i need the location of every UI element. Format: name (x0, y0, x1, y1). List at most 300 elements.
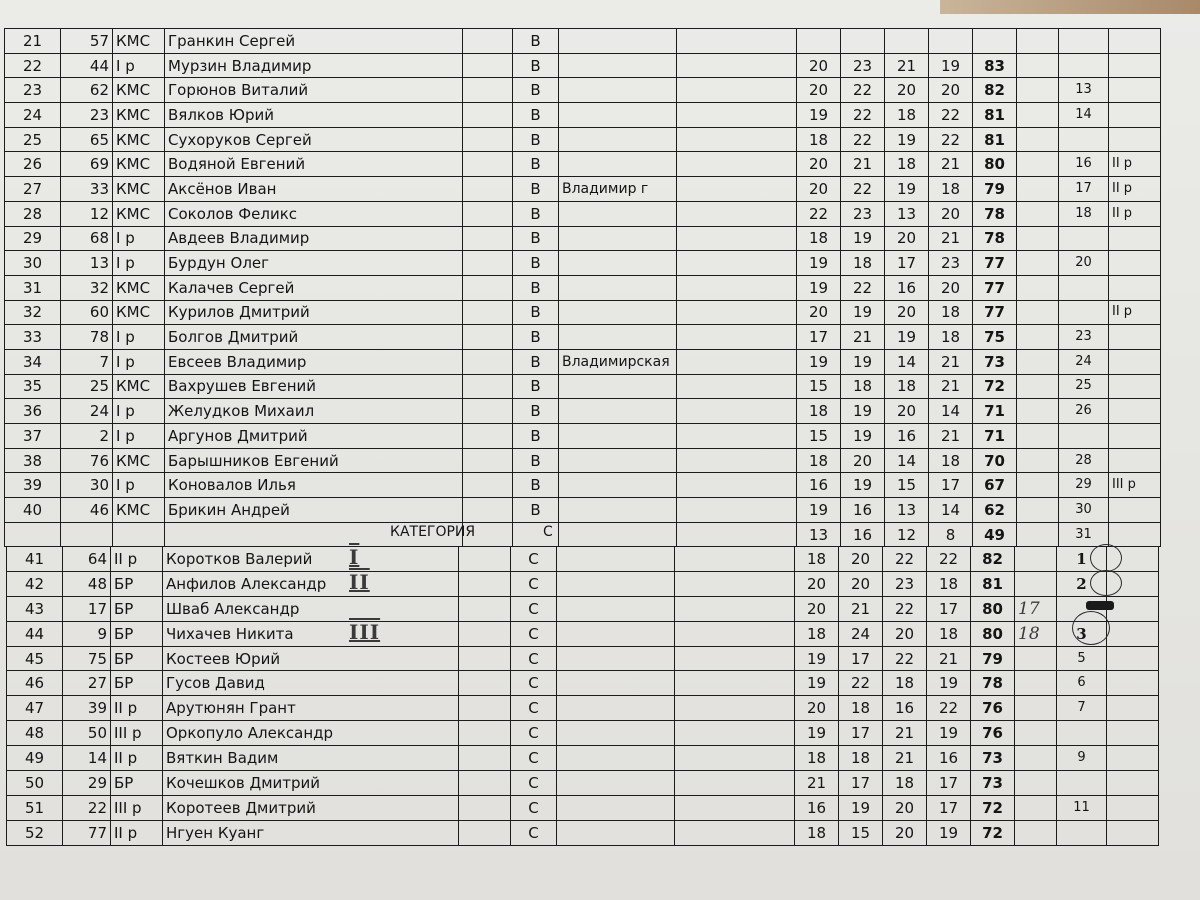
series-score: 14 (885, 349, 929, 374)
place-cell: 11 (1057, 795, 1107, 820)
sport-rank: III р (111, 721, 163, 746)
sport-rank: БР (111, 646, 163, 671)
sport-rank: II р (111, 696, 163, 721)
total-score (973, 29, 1017, 54)
row-number: 46 (7, 671, 63, 696)
bib-number: 39 (63, 696, 111, 721)
series-score (929, 29, 973, 54)
row-number: 37 (5, 424, 61, 449)
athlete-name: Коротеев Дмитрий (166, 798, 316, 817)
empty-cell (1017, 448, 1059, 473)
category-cell: С (511, 547, 557, 572)
series-score: 20 (929, 78, 973, 103)
series-score: 13 (885, 498, 929, 523)
empty-cell (1017, 29, 1059, 54)
empty-cell (675, 746, 795, 771)
athlete-name-cell (163, 646, 459, 671)
series-score: 20 (885, 226, 929, 251)
series-score: 19 (839, 795, 883, 820)
empty-cell (557, 696, 675, 721)
region-cell (559, 152, 677, 177)
place-cell (1057, 771, 1107, 796)
place-cell: 13 (1059, 78, 1109, 103)
region-cell: Владимирская (559, 349, 677, 374)
category-cell: В (513, 473, 559, 498)
series-score: 20 (883, 795, 927, 820)
shootoff-cell (1015, 795, 1057, 820)
row-number: 22 (5, 53, 61, 78)
shootoff-cell (1015, 571, 1057, 596)
empty-cell (677, 349, 797, 374)
empty-cell (675, 571, 795, 596)
place-cell: 30 (1059, 498, 1109, 523)
empty-cell (459, 746, 511, 771)
series-score: 13 (885, 201, 929, 226)
row-number: 28 (5, 201, 61, 226)
series-score: 18 (929, 448, 973, 473)
series-score: 16 (841, 522, 885, 547)
row-number: 40 (5, 498, 61, 523)
sport-rank: I р (113, 424, 165, 449)
series-score: 19 (841, 473, 885, 498)
place-cell (1057, 721, 1107, 746)
place-cell (1059, 275, 1109, 300)
place-cell: 3 (1057, 621, 1107, 646)
table-row (5, 152, 1161, 177)
series-score: 16 (883, 696, 927, 721)
series-score: 18 (841, 374, 885, 399)
row-number: 42 (7, 571, 63, 596)
table-row (7, 646, 1159, 671)
table-row (5, 226, 1161, 251)
grade-cell (1109, 399, 1161, 424)
series-score: 20 (885, 399, 929, 424)
category-cell: С (511, 820, 557, 845)
total-score: 82 (973, 78, 1017, 103)
empty-cell (1017, 349, 1059, 374)
empty-cell (459, 671, 511, 696)
series-score: 20 (883, 820, 927, 845)
region-cell (559, 325, 677, 350)
empty-cell (1107, 746, 1159, 771)
row-number: 41 (7, 547, 63, 572)
empty-cell (677, 201, 797, 226)
place-cell (1059, 29, 1109, 54)
empty-cell (677, 251, 797, 276)
grade-cell (1109, 349, 1161, 374)
table-row (5, 349, 1161, 374)
row-number: 47 (7, 696, 63, 721)
sport-rank: I р (113, 473, 165, 498)
category-label: КАТЕГОРИЯ (390, 524, 476, 540)
series-score: 23 (841, 201, 885, 226)
empty-cell (677, 448, 797, 473)
empty-cell (557, 820, 675, 845)
empty-cell (677, 424, 797, 449)
empty-cell (1017, 399, 1059, 424)
sport-rank: КМС (113, 275, 165, 300)
total-score: 71 (973, 399, 1017, 424)
empty-cell (459, 771, 511, 796)
empty-cell (677, 374, 797, 399)
row-number: 26 (5, 152, 61, 177)
series-score: 8 (929, 522, 973, 547)
empty-cell (557, 596, 675, 621)
results-table-category-b (4, 28, 1161, 547)
series-score: 23 (841, 53, 885, 78)
bib-number: 64 (63, 547, 111, 572)
sport-rank: III р (111, 795, 163, 820)
category-cell: В (513, 448, 559, 473)
athlete-name-cell (163, 671, 459, 696)
series-score: 19 (841, 349, 885, 374)
series-score: 20 (929, 275, 973, 300)
category-cell: В (513, 300, 559, 325)
bib-number: 13 (61, 251, 113, 276)
empty-cell (1107, 646, 1159, 671)
table-row (7, 795, 1159, 820)
category-cell: С (511, 771, 557, 796)
table-row (5, 424, 1161, 449)
sport-rank: БР (111, 571, 163, 596)
shootoff-cell (1015, 771, 1057, 796)
empty-cell (463, 424, 513, 449)
row-number: 52 (7, 820, 63, 845)
total-score: 71 (973, 424, 1017, 449)
athlete-name: Калачев Сергей (165, 275, 463, 300)
row-number: 38 (5, 448, 61, 473)
grade-cell (1109, 325, 1161, 350)
total-score: 78 (973, 226, 1017, 251)
table-row (5, 399, 1161, 424)
empty-cell (463, 300, 513, 325)
place-cell: 20 (1059, 251, 1109, 276)
athlete-name: Сухоруков Сергей (165, 127, 463, 152)
total-score: 67 (973, 473, 1017, 498)
place-cell: 26 (1059, 399, 1109, 424)
athlete-name: Болгов Дмитрий (165, 325, 463, 350)
row-number: 39 (5, 473, 61, 498)
empty-cell (677, 325, 797, 350)
row-number: 48 (7, 721, 63, 746)
total-score: 70 (973, 448, 1017, 473)
total-score: 82 (971, 547, 1015, 572)
bib-number: 78 (61, 325, 113, 350)
empty-cell (677, 226, 797, 251)
total-score: 83 (973, 53, 1017, 78)
series-score (797, 29, 841, 54)
series-score: 22 (841, 103, 885, 128)
series-score: 18 (797, 399, 841, 424)
athlete-name-cell (163, 547, 459, 572)
place-cell: 18 (1059, 201, 1109, 226)
hand-drawn-circle (1090, 544, 1122, 572)
category-cell: С (511, 746, 557, 771)
series-score (885, 29, 929, 54)
bib-number: 33 (61, 177, 113, 202)
series-score: 20 (883, 621, 927, 646)
grade-cell: III р (1109, 473, 1161, 498)
empty-cell (557, 746, 675, 771)
bib-number: 12 (61, 201, 113, 226)
athlete-name-cell (163, 795, 459, 820)
athlete-name: Вялков Юрий (165, 103, 463, 128)
category-cell: В (513, 226, 559, 251)
table-row (7, 696, 1159, 721)
empty-cell (1017, 78, 1059, 103)
series-score: 21 (841, 152, 885, 177)
total-score: 81 (971, 571, 1015, 596)
empty-cell (459, 696, 511, 721)
series-score: 20 (841, 448, 885, 473)
region-cell (559, 399, 677, 424)
bib-number: 76 (61, 448, 113, 473)
series-score: 22 (841, 78, 885, 103)
sport-rank: КМС (113, 103, 165, 128)
series-score: 22 (929, 127, 973, 152)
empty-cell (677, 399, 797, 424)
series-score: 18 (929, 300, 973, 325)
bib-number: 75 (63, 646, 111, 671)
row-number: 49 (7, 746, 63, 771)
place-cell: 25 (1059, 374, 1109, 399)
series-score: 19 (885, 325, 929, 350)
athlete-name: Коновалов Илья (165, 473, 463, 498)
series-score: 19 (841, 226, 885, 251)
grade-cell (1109, 424, 1161, 449)
bib-number: 27 (63, 671, 111, 696)
bib-number: 2 (61, 424, 113, 449)
place-cell (1059, 127, 1109, 152)
place-cell: 28 (1059, 448, 1109, 473)
row-number: 25 (5, 127, 61, 152)
athlete-name-cell (163, 621, 459, 646)
category-cell: С (511, 795, 557, 820)
series-score: 18 (885, 374, 929, 399)
region-cell (559, 300, 677, 325)
region-cell: Владимир г (559, 177, 677, 202)
series-score: 17 (839, 646, 883, 671)
empty-cell (463, 498, 513, 523)
region-cell (559, 226, 677, 251)
series-score: 21 (885, 53, 929, 78)
athlete-name: Шваб Александр (166, 599, 300, 618)
category-cell: С (511, 721, 557, 746)
table-row (7, 596, 1159, 621)
series-score: 20 (885, 78, 929, 103)
empty-cell (1107, 795, 1159, 820)
empty-cell (675, 820, 795, 845)
bib-number: 24 (61, 399, 113, 424)
shootoff-cell (1015, 696, 1057, 721)
series-score: 19 (797, 275, 841, 300)
empty-cell (557, 646, 675, 671)
empty-cell (677, 473, 797, 498)
series-score: 17 (927, 771, 971, 796)
empty-cell (1017, 152, 1059, 177)
athlete-name: Костеев Юрий (166, 649, 281, 668)
empty-cell (1107, 820, 1159, 845)
place-cell: 1 (1057, 547, 1107, 572)
series-score: 22 (841, 127, 885, 152)
place-cell: 14 (1059, 103, 1109, 128)
empty-cell (459, 547, 511, 572)
bib-number: 25 (61, 374, 113, 399)
empty-cell (677, 53, 797, 78)
table-row (5, 374, 1161, 399)
series-score: 19 (927, 820, 971, 845)
empty-cell (463, 201, 513, 226)
empty-cell (1017, 374, 1059, 399)
series-score: 22 (927, 547, 971, 572)
empty-cell (463, 448, 513, 473)
empty-cell (459, 646, 511, 671)
series-score: 18 (927, 571, 971, 596)
athlete-name: Аргунов Дмитрий (165, 424, 463, 449)
empty-cell (459, 820, 511, 845)
empty-cell (1017, 201, 1059, 226)
series-score: 18 (797, 226, 841, 251)
athlete-name: Вахрушев Евгений (165, 374, 463, 399)
empty-cell (1017, 251, 1059, 276)
hand-drawn-circle (1090, 570, 1122, 596)
series-score: 19 (929, 53, 973, 78)
empty-cell (675, 696, 795, 721)
shootoff-cell: 17 (1015, 596, 1057, 621)
empty-cell (675, 771, 795, 796)
grade-cell (1109, 498, 1161, 523)
series-score: 18 (927, 621, 971, 646)
grade-cell (1109, 53, 1161, 78)
handwritten-prize-mark: I (349, 545, 360, 569)
series-score: 17 (885, 251, 929, 276)
total-score: 77 (973, 275, 1017, 300)
series-score: 19 (841, 300, 885, 325)
total-score: 72 (971, 820, 1015, 845)
empty-cell (557, 721, 675, 746)
total-score: 80 (971, 621, 1015, 646)
total-score: 76 (971, 721, 1015, 746)
athlete-name: Евсеев Владимир (165, 349, 463, 374)
category-cell: В (513, 29, 559, 54)
athlete-name: Авдеев Владимир (165, 226, 463, 251)
bib-number: 77 (63, 820, 111, 845)
series-score: 16 (927, 746, 971, 771)
sport-rank: I р (113, 226, 165, 251)
shootoff-cell: 18 (1015, 621, 1057, 646)
athlete-name: Бурдун Олег (165, 251, 463, 276)
total-score: 73 (971, 771, 1015, 796)
bib-number: 29 (63, 771, 111, 796)
series-score: 19 (927, 721, 971, 746)
series-score: 20 (839, 571, 883, 596)
series-score: 21 (929, 226, 973, 251)
bib-number: 65 (61, 127, 113, 152)
category-cell: В (513, 399, 559, 424)
empty-cell (1017, 300, 1059, 325)
athlete-name-cell (163, 571, 459, 596)
total-score: 78 (973, 201, 1017, 226)
empty-cell (1107, 721, 1159, 746)
category-cell: В (513, 78, 559, 103)
ink-blot (1086, 601, 1114, 610)
row-number: 44 (7, 621, 63, 646)
category-cell: С (511, 646, 557, 671)
shootoff-cell (1015, 721, 1057, 746)
series-score: 20 (795, 596, 839, 621)
region-cell (559, 29, 677, 54)
shootoff-cell (1015, 671, 1057, 696)
series-score: 18 (841, 251, 885, 276)
athlete-name-cell (163, 820, 459, 845)
athlete-name: Водяной Евгений (165, 152, 463, 177)
series-score: 20 (839, 547, 883, 572)
empty-cell (675, 547, 795, 572)
empty-cell (1017, 103, 1059, 128)
series-score: 20 (797, 152, 841, 177)
place-cell: 31 (1059, 522, 1109, 547)
place-cell: 24 (1059, 349, 1109, 374)
empty-cell (1017, 473, 1059, 498)
empty-cell (463, 177, 513, 202)
total-score: 73 (973, 349, 1017, 374)
bib-number: 22 (63, 795, 111, 820)
empty-cell (677, 152, 797, 177)
row-number: 24 (5, 103, 61, 128)
empty-cell (677, 127, 797, 152)
series-score: 21 (929, 152, 973, 177)
shootoff-cell (1015, 746, 1057, 771)
table-row (5, 473, 1161, 498)
series-score: 18 (795, 621, 839, 646)
sport-rank: КМС (113, 29, 165, 54)
region-cell (559, 374, 677, 399)
series-score: 23 (929, 251, 973, 276)
series-score: 15 (797, 374, 841, 399)
row-number: 51 (7, 795, 63, 820)
empty-cell (463, 226, 513, 251)
sport-rank: II р (111, 746, 163, 771)
series-score: 20 (797, 78, 841, 103)
athlete-name-cell (163, 596, 459, 621)
sport-rank: КМС (113, 374, 165, 399)
series-score: 19 (795, 646, 839, 671)
grade-cell (1109, 275, 1161, 300)
series-score: 19 (841, 399, 885, 424)
sport-rank: КМС (113, 498, 165, 523)
category-cell: В (513, 374, 559, 399)
place-cell: 9 (1057, 746, 1107, 771)
region-cell (559, 251, 677, 276)
place-cell: 17 (1059, 177, 1109, 202)
row-number: 33 (5, 325, 61, 350)
region-cell (559, 53, 677, 78)
place-cell (1059, 226, 1109, 251)
empty-cell (677, 275, 797, 300)
series-score: 19 (885, 177, 929, 202)
series-score: 19 (795, 671, 839, 696)
table-row (7, 547, 1159, 572)
table-row (7, 671, 1159, 696)
grade-cell (1109, 29, 1161, 54)
empty-cell (1107, 596, 1159, 621)
empty-cell (1017, 53, 1059, 78)
table-surface (940, 0, 1200, 14)
empty-cell (1017, 424, 1059, 449)
region-cell (559, 498, 677, 523)
empty-cell (557, 571, 675, 596)
total-score: 80 (971, 596, 1015, 621)
